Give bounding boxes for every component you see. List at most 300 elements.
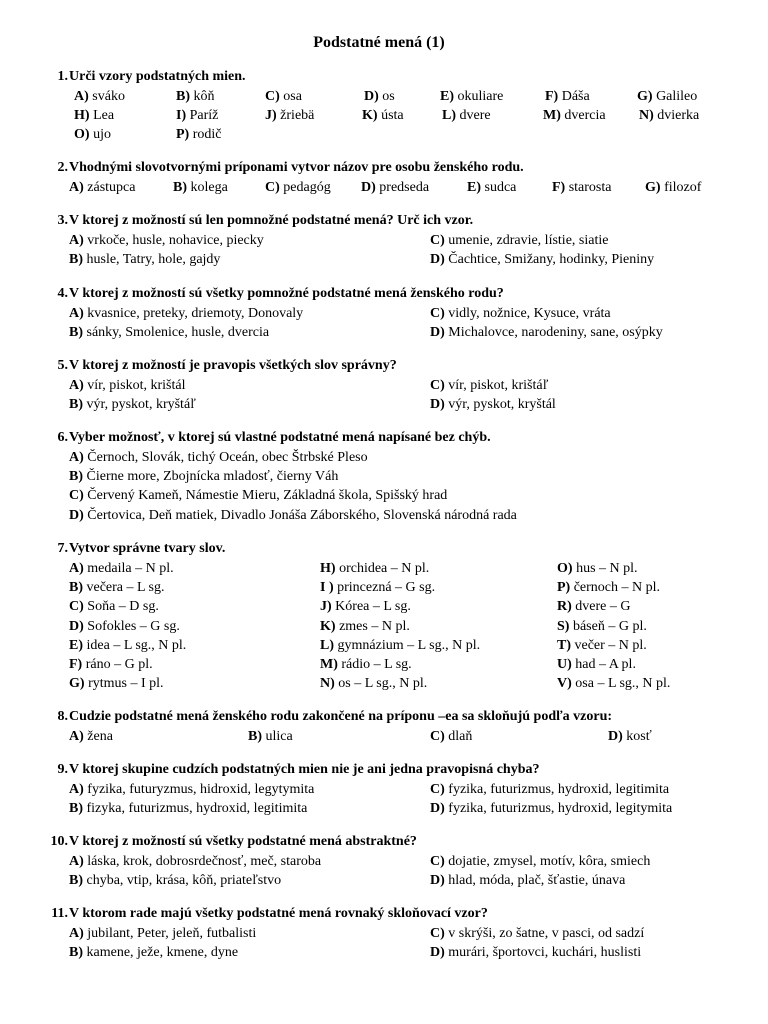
option-letter: B) <box>69 801 83 817</box>
question-7 <box>44 539 744 693</box>
option-text: dvercia <box>560 108 606 124</box>
options-row <box>44 852 744 871</box>
option-text: sváko <box>88 89 125 104</box>
question-header <box>44 904 744 924</box>
options-row <box>44 727 744 746</box>
option-letter: D) <box>69 618 84 634</box>
option-letter: B) <box>69 325 83 341</box>
option-item <box>430 924 644 943</box>
option-letter: D) <box>430 252 445 268</box>
option-letter: D) <box>364 89 379 104</box>
option-letter: C) <box>430 854 445 869</box>
option-letter: D) <box>608 729 623 744</box>
option-text: v skrýši, zo šatne, v pasci, od sadzí <box>444 926 645 941</box>
options-row <box>44 655 744 674</box>
option-letter: B) <box>69 397 83 413</box>
option-text: Kórea – L sg. <box>331 599 411 615</box>
option-letter: H) <box>320 561 336 576</box>
option-text: umenie, zdravie, lístie, siatie <box>444 233 609 248</box>
option-letter: B) <box>248 729 262 744</box>
option-letter: I) <box>176 108 187 124</box>
question-text: V ktorom rade majú všetky podstatné mená rovnaký skloňovací vzor? <box>69 906 488 921</box>
question-text: Urči vzory podstatných mien. <box>69 69 246 84</box>
option-item <box>74 125 111 144</box>
option-letter: S) <box>557 618 570 634</box>
option-text: dlaň <box>444 729 473 744</box>
question-number: 2. <box>57 160 68 175</box>
question-11 <box>44 904 744 962</box>
options-row <box>44 395 744 414</box>
options-row <box>44 871 744 890</box>
question-text: Vyber možnosť, v ktorej sú vlastné podstatné mená napísané bez chýb. <box>69 430 491 445</box>
option-item <box>362 106 404 125</box>
option-item <box>69 376 186 395</box>
option-letter: F) <box>69 656 83 672</box>
option-text: fyzika, futurizmus, hydroxid, legitymita <box>444 801 673 817</box>
option-letter: D) <box>430 873 445 889</box>
option-text: husle, Tatry, hole, gajdy <box>83 252 221 268</box>
option-text: žriebä <box>276 108 315 124</box>
question-header <box>44 760 744 780</box>
option-text: dvere – G <box>571 599 631 615</box>
option-item <box>69 506 517 525</box>
option-text: žena <box>83 729 113 744</box>
option-letter: E) <box>440 89 454 104</box>
options-row <box>44 250 744 269</box>
option-text: kolega <box>187 180 228 195</box>
option-text: medaila – N pl. <box>83 561 174 576</box>
option-item <box>69 559 174 578</box>
option-text: hlad, móda, plač, šťastie, únava <box>444 873 626 889</box>
option-letter: I ) <box>320 580 334 596</box>
option-text: báseň – G pl. <box>569 618 647 634</box>
question-8 <box>44 707 744 746</box>
option-text: predseda <box>375 180 430 195</box>
option-letter: G) <box>69 676 85 692</box>
options-row <box>44 597 744 616</box>
option-letter: L) <box>320 637 334 653</box>
option-letter: U) <box>557 656 572 672</box>
option-letter: J) <box>265 108 277 124</box>
option-item <box>69 323 269 342</box>
option-letter: C) <box>430 926 445 941</box>
option-text: fizyka, futurizmus, hydroxid, legitimita <box>83 801 308 817</box>
question-text: V ktorej z možností sú len pomnožné podstatné mená? Urč ich vzor. <box>69 213 474 228</box>
question-number: 5. <box>57 358 68 373</box>
option-item <box>320 597 411 616</box>
option-text: dvierka <box>653 108 700 124</box>
options-row <box>44 799 744 818</box>
option-text: Čachtice, Smižany, hodinky, Pieniny <box>444 252 655 268</box>
option-item <box>467 178 516 197</box>
option-item <box>173 178 228 197</box>
question-text: V ktorej z možností je pravopis všetkých slov správny? <box>69 358 397 373</box>
option-text: večer – N pl. <box>571 637 647 653</box>
option-item <box>69 943 238 962</box>
option-text: Čierne more, Zbojnícka mladosť, čierny Váh <box>83 469 339 485</box>
option-item <box>637 87 697 106</box>
question-number: 9. <box>57 762 68 777</box>
options-row <box>44 506 744 525</box>
option-letter: M) <box>320 656 338 672</box>
option-text: výr, pyskot, kryštáľ <box>83 397 196 413</box>
option-letter: E) <box>69 637 83 653</box>
options-row <box>44 943 744 962</box>
question-text: V ktorej z možností sú všetky pomnožné podstatné mená ženského rodu? <box>69 286 504 301</box>
question-header <box>44 707 744 727</box>
option-item <box>69 597 159 616</box>
option-text: sánky, Smolenice, husle, dvercia <box>83 325 270 341</box>
option-letter: R) <box>557 599 572 615</box>
question-text: Cudzie podstatné mená ženského rodu zakončené na príponu –ea sa skloňujú podľa vzoru: <box>69 709 613 724</box>
option-text: Dáša <box>558 89 590 104</box>
option-item <box>176 106 218 125</box>
question-header <box>44 539 744 559</box>
option-letter: B) <box>69 252 83 268</box>
question-number: 6. <box>57 430 68 445</box>
question-3 <box>44 211 744 269</box>
option-text: Lea <box>89 108 115 124</box>
option-letter: F) <box>552 180 566 195</box>
option-text: chyba, vtip, krása, kôň, priateľstvo <box>83 873 282 889</box>
option-letter: E) <box>467 180 481 195</box>
option-letter: T) <box>557 637 571 653</box>
option-letter: N) <box>320 676 335 692</box>
option-text: černoch – N pl. <box>570 580 661 596</box>
option-text: had – A pl. <box>571 656 636 672</box>
option-letter: M) <box>543 108 561 124</box>
option-letter: A) <box>69 378 84 393</box>
option-text: výr, pyskot, kryštál <box>444 397 556 413</box>
question-text: V ktorej skupine cudzích podstatných mien nie je ani jedna pravopisná chyba? <box>69 762 540 777</box>
options-row <box>44 87 744 106</box>
question-number: 11. <box>51 906 68 921</box>
option-letter: V) <box>557 676 572 692</box>
option-letter: C) <box>69 488 84 504</box>
option-letter: L) <box>442 108 456 124</box>
option-item <box>69 467 338 486</box>
option-text: idea – L sg., N pl. <box>83 637 187 653</box>
option-item <box>430 250 654 269</box>
question-6 <box>44 428 744 525</box>
option-letter: A) <box>69 233 84 248</box>
option-text: kvasnice, preteky, driemoty, Donovaly <box>83 306 304 321</box>
option-letter: N) <box>639 108 654 124</box>
option-text: Černoch, Slovák, tichý Oceán, obec Štrbské Pleso <box>83 450 368 465</box>
options-row <box>44 467 744 486</box>
options-row <box>44 924 744 943</box>
option-item <box>74 106 114 125</box>
option-text: princezná – G sg. <box>333 580 436 596</box>
option-text: okuliare <box>454 89 504 104</box>
option-item <box>69 727 113 746</box>
option-item <box>557 559 638 578</box>
option-item <box>69 486 447 505</box>
option-item <box>361 178 429 197</box>
question-2 <box>44 158 744 197</box>
option-item <box>557 655 636 674</box>
option-text: zmes – N pl. <box>335 618 410 634</box>
option-letter: P) <box>176 127 190 143</box>
option-item <box>430 727 472 746</box>
option-letter: A) <box>69 450 84 465</box>
option-letter: G) <box>637 89 653 104</box>
question-number: 4. <box>57 286 68 301</box>
option-text: ulica <box>262 729 293 744</box>
option-letter: D) <box>430 325 445 341</box>
option-item <box>69 852 321 871</box>
option-letter: B) <box>176 89 190 104</box>
option-item <box>645 178 701 197</box>
options-row <box>44 780 744 799</box>
option-item <box>69 871 281 890</box>
option-letter: A) <box>69 729 84 744</box>
option-item <box>69 231 264 250</box>
question-number: 3. <box>57 213 68 228</box>
question-header <box>44 356 744 376</box>
question-1 <box>44 67 744 145</box>
question-header <box>44 284 744 304</box>
option-item <box>69 304 303 323</box>
option-text: Galileo <box>652 89 698 104</box>
option-item <box>430 780 669 799</box>
option-item <box>430 871 625 890</box>
option-text: hus – N pl. <box>572 561 638 576</box>
option-text: ujo <box>89 127 111 143</box>
option-letter: D) <box>69 507 84 523</box>
option-item <box>430 799 672 818</box>
question-header <box>44 428 744 448</box>
worksheet-title: Podstatné mená (1) <box>313 34 445 51</box>
option-item <box>69 578 165 597</box>
option-text: jubilant, Peter, jeleň, futbalisti <box>83 926 257 941</box>
option-letter: C) <box>265 89 280 104</box>
option-item <box>320 636 480 655</box>
options-row <box>44 231 744 250</box>
option-text: ústa <box>377 108 404 124</box>
question-number: 7. <box>57 541 68 556</box>
question-5 <box>44 356 744 414</box>
option-text: večera – L sg. <box>83 580 165 596</box>
options-row <box>44 304 744 323</box>
option-letter: K) <box>320 618 336 634</box>
question-number: 1. <box>57 69 68 84</box>
option-letter: A) <box>69 926 84 941</box>
option-text: kosť <box>622 729 652 744</box>
option-text: Paríž <box>186 108 219 124</box>
question-4 <box>44 284 744 342</box>
option-text: dojatie, zmysel, motív, kôra, smiech <box>444 854 651 869</box>
option-item <box>557 674 670 693</box>
question-header <box>44 211 744 231</box>
option-letter: D) <box>361 180 376 195</box>
option-item <box>69 250 220 269</box>
option-letter: A) <box>69 782 84 797</box>
option-letter: D) <box>430 397 445 413</box>
option-item <box>69 799 307 818</box>
option-item <box>545 87 590 106</box>
option-letter: O) <box>74 127 90 143</box>
question-number: 8. <box>57 709 68 724</box>
option-letter: A) <box>69 854 84 869</box>
option-letter: C) <box>430 729 445 744</box>
option-letter: C) <box>430 233 445 248</box>
options-row <box>44 178 744 197</box>
options-row <box>44 376 744 395</box>
option-item <box>608 727 652 746</box>
option-letter: J) <box>320 599 332 615</box>
option-item <box>430 943 641 962</box>
option-text: osa – L sg., N pl. <box>571 676 671 692</box>
question-10 <box>44 832 744 890</box>
options-row <box>44 448 744 467</box>
option-text: láska, krok, dobrosrdečnosť, meč, staroba <box>83 854 322 869</box>
question-9 <box>44 760 744 818</box>
option-item <box>440 87 503 106</box>
options-row <box>44 125 744 144</box>
option-letter: A) <box>69 561 84 576</box>
option-text: vrkoče, husle, nohavice, piecky <box>83 233 264 248</box>
option-text: murári, športovci, kuchári, huslisti <box>444 945 642 961</box>
option-letter: C) <box>69 599 84 615</box>
question-header <box>44 67 744 87</box>
options-row <box>44 578 744 597</box>
option-item <box>69 617 180 636</box>
option-item <box>176 125 221 144</box>
option-text: sudca <box>481 180 517 195</box>
option-item <box>557 636 647 655</box>
options-row <box>44 486 744 505</box>
option-text: osa <box>279 89 302 104</box>
option-text: starosta <box>565 180 612 195</box>
option-letter: C) <box>265 180 280 195</box>
option-item <box>430 376 548 395</box>
options-row <box>44 617 744 636</box>
option-item <box>69 395 196 414</box>
options-row <box>44 559 744 578</box>
question-header <box>44 158 744 178</box>
option-item <box>320 559 429 578</box>
option-item <box>430 323 663 342</box>
options-row <box>44 674 744 693</box>
option-item <box>69 655 153 674</box>
option-item <box>176 87 215 106</box>
option-item <box>320 617 410 636</box>
option-item <box>639 106 699 125</box>
option-text: ráno – G pl. <box>82 656 153 672</box>
question-text: Vhodnými slovotvornými príponami vytvor názov pre osobu ženského rodu. <box>69 160 524 175</box>
option-item <box>543 106 606 125</box>
options-row <box>44 323 744 342</box>
option-text: vír, piskot, krištáľ <box>444 378 549 393</box>
option-text: rytmus – I pl. <box>84 676 164 692</box>
option-letter: D) <box>430 945 445 961</box>
option-letter: B) <box>69 873 83 889</box>
option-text: os <box>378 89 395 104</box>
options-row <box>44 106 744 125</box>
question-text: V ktorej z možností sú všetky podstatné mená abstraktné? <box>69 834 417 849</box>
option-text: kamene, ježe, kmene, dyne <box>83 945 239 961</box>
option-letter: A) <box>69 180 84 195</box>
option-letter: D) <box>430 801 445 817</box>
option-letter: O) <box>557 561 573 576</box>
option-letter: F) <box>545 89 559 104</box>
option-item <box>364 87 395 106</box>
option-letter: A) <box>74 89 89 104</box>
option-item <box>320 578 435 597</box>
option-item <box>69 636 186 655</box>
option-item <box>265 87 302 106</box>
option-item <box>557 597 630 616</box>
option-letter: P) <box>557 580 571 596</box>
option-letter: K) <box>362 108 378 124</box>
option-text: orchidea – N pl. <box>335 561 430 576</box>
option-text: rodič <box>189 127 222 143</box>
options-row <box>44 636 744 655</box>
option-item <box>552 178 611 197</box>
option-text: os – L sg., N pl. <box>334 676 428 692</box>
option-text: pedagóg <box>279 180 331 195</box>
option-text: Čertovica, Deň matiek, Divadlo Jonáša Záborského, Slovenská národná rada <box>83 507 517 523</box>
option-item <box>248 727 293 746</box>
option-text: fyzika, futurizmus, hydroxid, legitimita <box>444 782 670 797</box>
option-item <box>265 178 331 197</box>
option-letter: G) <box>645 180 661 195</box>
option-letter: B) <box>173 180 187 195</box>
option-item <box>69 924 256 943</box>
question-number: 10. <box>50 834 68 849</box>
option-text: zástupca <box>83 180 136 195</box>
question-header <box>44 832 744 852</box>
option-text: Soňa – D sg. <box>83 599 159 615</box>
option-item <box>557 578 660 597</box>
question-text: Vytvor správne tvary slov. <box>69 541 226 556</box>
option-item <box>320 674 427 693</box>
option-item <box>430 304 611 323</box>
option-text: vír, piskot, krištál <box>83 378 186 393</box>
option-text: vidly, nožnice, Kysuce, vráta <box>444 306 611 321</box>
option-text: Michalovce, narodeniny, sane, osýpky <box>444 325 663 341</box>
option-item <box>74 87 125 106</box>
option-letter: A) <box>69 306 84 321</box>
option-item <box>69 178 135 197</box>
option-letter: B) <box>69 945 83 961</box>
option-text: Červený Kameň, Námestie Mieru, Základná škola, Spišský hrad <box>83 488 448 504</box>
option-item <box>69 448 368 467</box>
option-item <box>430 852 650 871</box>
option-letter: C) <box>430 306 445 321</box>
option-item <box>442 106 491 125</box>
option-item <box>69 780 314 799</box>
option-letter: C) <box>430 378 445 393</box>
option-letter: C) <box>430 782 445 797</box>
option-letter: B) <box>69 580 83 596</box>
option-item <box>430 231 608 250</box>
option-text: dvere <box>456 108 491 124</box>
option-item <box>557 617 647 636</box>
option-text: rádio – L sg. <box>337 656 412 672</box>
option-item <box>69 674 164 693</box>
option-text: gymnázium – L sg., N pl. <box>334 637 481 653</box>
option-item <box>265 106 314 125</box>
option-item <box>430 395 556 414</box>
option-item <box>320 655 412 674</box>
option-text: Sofokles – G sg. <box>83 618 180 634</box>
option-text: filozof <box>660 180 702 195</box>
option-letter: H) <box>74 108 90 124</box>
option-text: fyzika, futuryzmus, hidroxid, legytymita <box>83 782 315 797</box>
option-letter: B) <box>69 469 83 485</box>
